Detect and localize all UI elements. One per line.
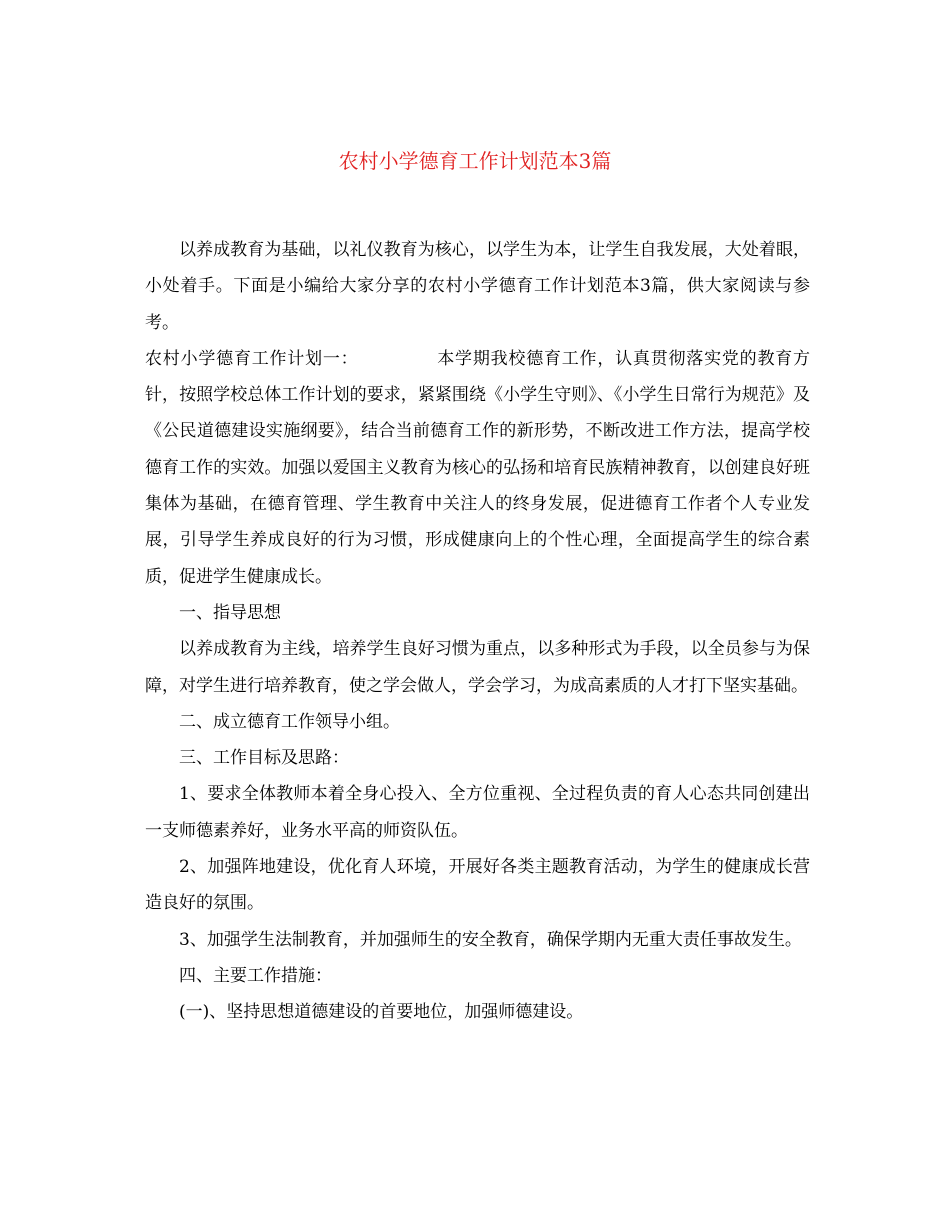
section1-heading: 一、指导思想 xyxy=(179,602,281,623)
plan1-text: 本学期我校德育工作，认真贯彻落实党的教育方针，按照学校总体工作计划的要求，紧紧围绕《小学生守则》、《小学生日常行为规范》及《公民道德建设实施纲要》，结合当前德育工作的新形势，不断改进工作方法，提高学校德育工作的实效。加强以爱国主义教育为核心的弘扬和培育民族精神教育，以创建良好班集体为基础，在德育管理、学生教育中关注人的终身发展，促进德育工作者个人专业发展，引导学生养成良好的行为习惯，形成健康向上的个性心理，全面提高学生的综合素质，促进学生健康成长。 xyxy=(145,348,811,587)
intro-paragraph: 以养成教育为基础，以礼仪教育为核心，以学生为本，让学生自我发展，大处着眼，小处着手。下面是小编给大家分享的农村小学德育工作计划范本3篇，供大家阅读与参考。 xyxy=(145,240,810,333)
section2-heading: 二、成立德育工作领导小组。 xyxy=(179,711,400,732)
section4-heading: 四、主要工作措施： xyxy=(179,965,332,986)
goal-3-paragraph: 3、加强学生法制教育，并加强师生的安全教育，确保学期内无重大责任事故发生。 xyxy=(179,929,802,950)
section1-paragraph: 以养成教育为主线，培养学生良好习惯为重点，以多种形式为手段，以全员参与为保障，对学生进行培养教育，使之学会做人，学会学习，为成高素质的人才打下坚实基础。 xyxy=(145,639,810,696)
measure-1-paragraph: (一)、坚持思想道德建设的首要地位，加强师德建设。 xyxy=(179,1002,584,1023)
plan1-label: 农村小学德育工作计划一： xyxy=(145,348,359,369)
goal-2-paragraph: 2、加强阵地建设，优化育人环境，开展好各类主题教育活动，为学生的健康成长营造良好的氛围。 xyxy=(145,857,810,914)
plan1-paragraph xyxy=(145,341,810,595)
document-title: 农村小学德育工作计划范本3篇 xyxy=(338,149,612,173)
section3-heading: 三、工作目标及思路： xyxy=(179,748,349,769)
goal-1-paragraph: 1、要求全体教师本着全身心投入、全方位重视、全过程负责的育人心态共同创建出一支师德素养好，业务水平高的师资队伍。 xyxy=(145,784,810,841)
document-body xyxy=(145,232,810,1031)
